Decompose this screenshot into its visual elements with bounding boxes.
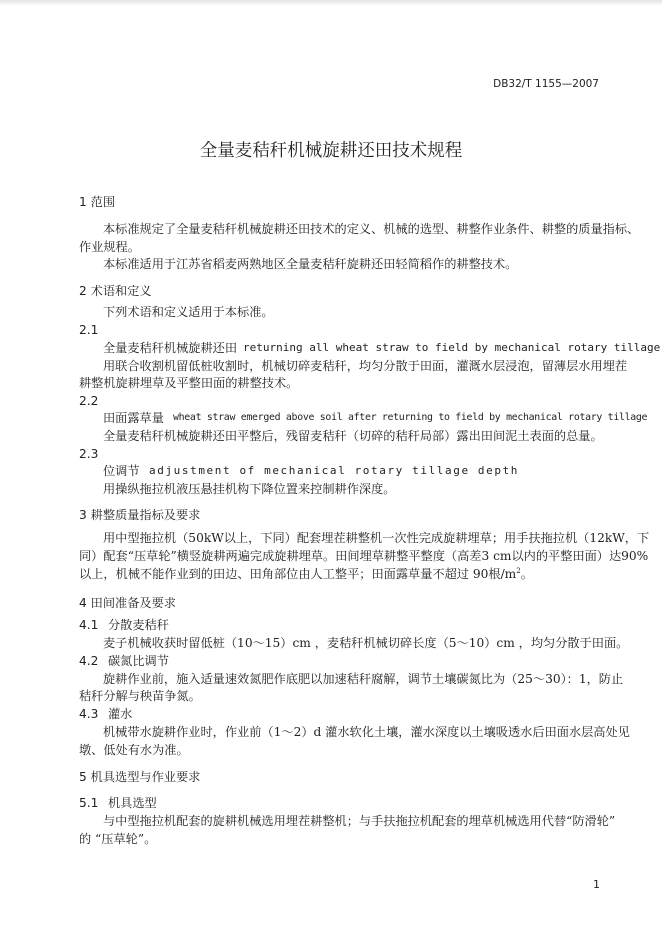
subsection-4-3-number: 4.3	[79, 707, 99, 721]
subsection-4-1-title: 分散麦秸秆	[108, 618, 169, 632]
document-title: 全量麦秸秆机械旋耕还田技术规程	[199, 141, 463, 161]
term-2-3-number: 2.3	[79, 447, 99, 461]
term-2-3-english: adjustment of mechanical rotary tillage depth	[149, 464, 520, 477]
term-2-1-number: 2.1	[79, 323, 99, 337]
page-number: 1	[593, 878, 600, 891]
subsection-4-2-line-1: 旋耕作业前，施入适量速效氮肥作底肥以加速秸秆腐解，调节土壤碳氮比为（25～30）：1，防止	[103, 672, 624, 686]
term-2-2-number: 2.2	[79, 394, 99, 408]
subsection-5-1-line-2: 的 “压草轮”。	[79, 832, 157, 846]
section-3-line-3-text: 以上，机械不能作业到的田边、田角部位由人工整平；田面露草量不超过 90根/m	[79, 567, 517, 581]
section-3-line-2: 同）配套“压草轮”横竖旋耕两遍完成旋耕埋草。田间埋草耕整平整度（高差3 cm以内的平整田面）达90%	[79, 549, 649, 563]
subsection-4-2-number: 4.2	[79, 654, 99, 668]
subsection-5-1-line-1: 与中型拖拉机配套的旋耕机械选用埋茬耕整机；与手扶拖拉机配套的埋草机械选用代替“防滑轮”	[103, 814, 616, 828]
subsection-4-3-line-2: 墩、低处有水为准。	[79, 743, 189, 757]
subsection-4-2-line-2: 秸秆分解与秧苗争氮。	[79, 689, 201, 703]
section-2-heading: 2 术语和定义	[79, 284, 152, 298]
section-3-line-3	[79, 566, 533, 582]
section-3-heading: 3 耕整质量指标及要求	[79, 508, 201, 522]
section-3-line-3-end: 。	[520, 567, 533, 581]
subsection-4-1-number: 4.1	[79, 618, 99, 632]
term-2-1-definition-line-2: 耕整机旋耕埋草及平整田面的耕整技术。	[79, 376, 299, 390]
section-5-heading: 5 机具选型与作业要求	[79, 770, 201, 784]
subsection-5-1-number: 5.1	[79, 796, 99, 810]
term-2-2-english: wheat straw emerged above soil after returning to field by mechanical rotary tillage	[173, 412, 648, 423]
subsection-5-1-title: 机具选型	[108, 796, 157, 810]
section-4-heading: 4 田间准备及要求	[79, 596, 176, 610]
section-1-para-1-line-2: 作业规程。	[79, 240, 140, 254]
term-2-2-name: 田面露草量	[103, 411, 164, 425]
subsection-4-1-line-1: 麦子机械收获时留低桩（10～15）cm ，麦秸秆机械切碎长度（5～10）cm ，均匀分散于田面。	[103, 636, 629, 650]
section-2-intro: 下列术语和定义适用于本标准。	[103, 305, 274, 319]
section-1-para-2: 本标准适用于江苏省稻麦两熟地区全量麦秸秆旋耕还田轻简稻作的耕整技术。	[103, 257, 518, 271]
section-3-line-3-superscript: 2	[516, 567, 521, 575]
subsection-4-3-title: 灌水	[108, 707, 133, 721]
term-2-1-english: returning all wheat straw to field by mechanical rotary tillage	[243, 341, 661, 354]
scan-edge	[0, 0, 662, 6]
subsection-4-3-line-1: 机械带水旋耕作业时，作业前（1～2）d 灌水软化土壤，灌水深度以土壤吸透水后田面水层高处见	[103, 725, 630, 739]
subsection-4-2-title: 碳氮比调节	[108, 654, 169, 668]
standard-code: DB32/T 1155—2007	[493, 78, 599, 90]
term-2-3-definition-line-1: 用操纵拖拉机液压悬挂机构下降位置来控制耕作深度。	[103, 482, 396, 496]
term-2-3-name: 位调节	[103, 464, 140, 478]
term-2-2-definition-line-1: 全量麦秸秆机械旋耕还田平整后，残留麦秸秆（切碎的秸秆局部）露出田间泥土表面的总量。	[103, 429, 603, 443]
section-1-para-1-line-1: 本标准规定了全量麦秸秆机械旋耕还田技术的定义、机械的选型、耕整作业条件、耕整的质量指标、	[103, 222, 640, 236]
term-2-1-definition-line-1: 用联合收割机留低桩收割时，机械切碎麦秸秆，均匀分散于田面，灌溉水层浸泡，留薄层水用埋茬	[103, 359, 628, 373]
section-3-line-1: 用中型拖拉机（50kW以上，下同）配套埋茬耕整机一次性完成旋耕埋草；用手扶拖拉机（12kW，下	[103, 531, 650, 545]
section-1-heading: 1 范围	[79, 195, 116, 209]
term-2-1-name: 全量麦秸秆机械旋耕还田	[103, 341, 238, 355]
